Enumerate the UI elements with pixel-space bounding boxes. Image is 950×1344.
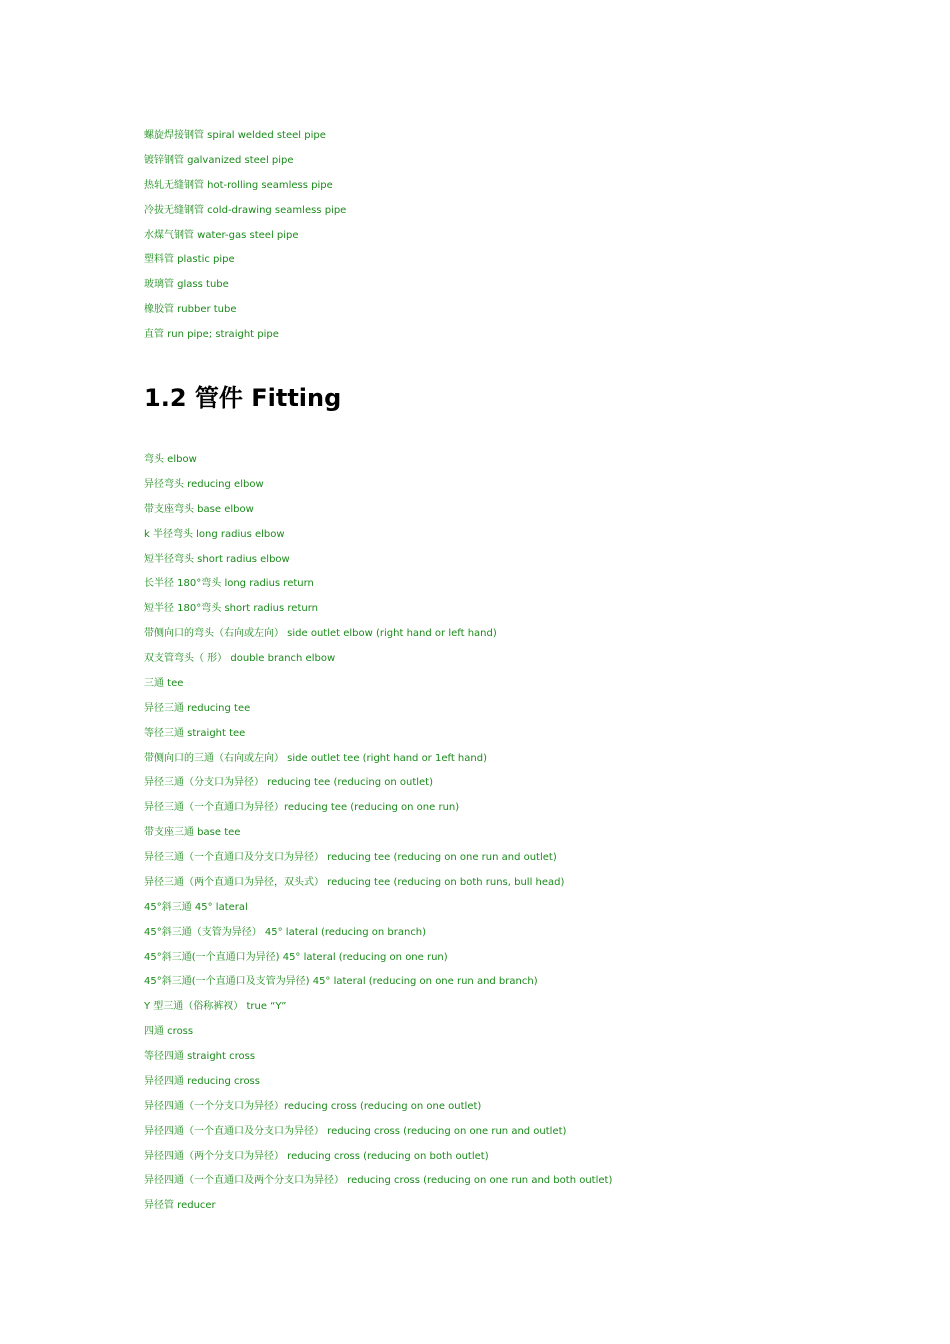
list-item: 镀锌钢管 galvanized steel pipe (144, 154, 294, 166)
list-item: k 半径弯头 long radius elbow (144, 528, 285, 540)
list-item: 带侧向口的三通（右向或左向） side outlet tee (right hand or 1eft hand) (144, 752, 487, 764)
list-item: 塑料管 plastic pipe (144, 254, 235, 266)
list-item: 45°斜三通（支管为异径） 45° lateral (reducing on branch) (144, 926, 427, 938)
list-item: 带支座弯头 base elbow (144, 503, 254, 515)
list-item: 异径弯头 reducing elbow (144, 478, 264, 490)
list-item: 螺旋焊接钢管 spiral welded steel pipe (144, 130, 326, 141)
list-item: 四通 cross (144, 1026, 194, 1038)
list-item: 双支管弯头（ 形） double branch elbow (144, 653, 336, 664)
list-item: 橡胶管 rubber tube (144, 304, 237, 316)
list-item: 三通 tee (144, 677, 184, 689)
list-item: 异径四通 reducing cross (144, 1075, 260, 1087)
list-item: 短半径弯头 short radius elbow (144, 553, 290, 565)
list-item: 冷拔无缝钢管 cold-drawing seamless pipe (144, 204, 347, 216)
list-item: 异径管 reducer (144, 1200, 216, 1212)
list-item: 水煤气钢管 water-gas steel pipe (144, 229, 299, 241)
list-item: 异径四通（一个直通口及分支口为异径） reducing cross (reducing on one run and outlet) (144, 1125, 567, 1137)
list-item: 长半径 180°弯头 long radius return (144, 578, 314, 590)
list-item: 等径四通 straight cross (144, 1051, 256, 1062)
list-item: 弯头 elbow (144, 454, 197, 465)
list-item: 45°斜三通(一个直通口及支管为异径) 45° lateral (reducing on one run and branch) (144, 976, 538, 988)
list-item: 带侧向口的弯头（右向或左向） side outlet elbow (right hand or left hand) (144, 628, 497, 640)
list-item: 异径四通（一个分支口为异径）reducing cross (reducing on one outlet) (144, 1100, 482, 1112)
list-item: 等径三通 straight tee (144, 727, 246, 739)
list-item: 玻璃管 glass tube (144, 279, 229, 291)
list-item: 带支座三通 base tee (144, 827, 241, 839)
list-item: 异径四通（两个分支口为异径） reducing cross (reducing on both outlet) (144, 1150, 489, 1162)
section-heading: 1.2 管件 Fitting (144, 384, 342, 412)
fitting-term-list (144, 452, 612, 1223)
list-item: 异径三通（分支口为异径） reducing tee (reducing on outlet) (144, 777, 433, 789)
list-item: 异径三通（一个直通口为异径）reducing tee (reducing on one run) (144, 802, 460, 814)
list-item: 异径三通（一个直通口及分支口为异径） reducing tee (reducing on one run and outlet) (144, 852, 557, 863)
list-item: 直管 run pipe; straight pipe (144, 329, 279, 341)
list-item: 45°斜三通(一个直通口为异径) 45° lateral (reducing on one run) (144, 951, 448, 963)
pipe-term-list (144, 128, 346, 352)
list-item: 热轧无缝钢管 hot-rolling seamless pipe (144, 179, 333, 191)
list-item: 异径四通（一个直通口及两个分支口为异径） reducing cross (reducing on one run and both outlet) (144, 1175, 613, 1187)
list-item: 异径三通 reducing tee (144, 702, 251, 714)
list-item: 异径三通（两个直通口为异径，双头式） reducing tee (reducing on both runs, bull head) (144, 876, 565, 888)
list-item: 短半径 180°弯头 short radius return (144, 603, 318, 615)
list-item: 45°斜三通 45° lateral (144, 901, 248, 913)
list-item: Y 型三通（俗称裤衩） true “Y” (144, 1001, 287, 1013)
